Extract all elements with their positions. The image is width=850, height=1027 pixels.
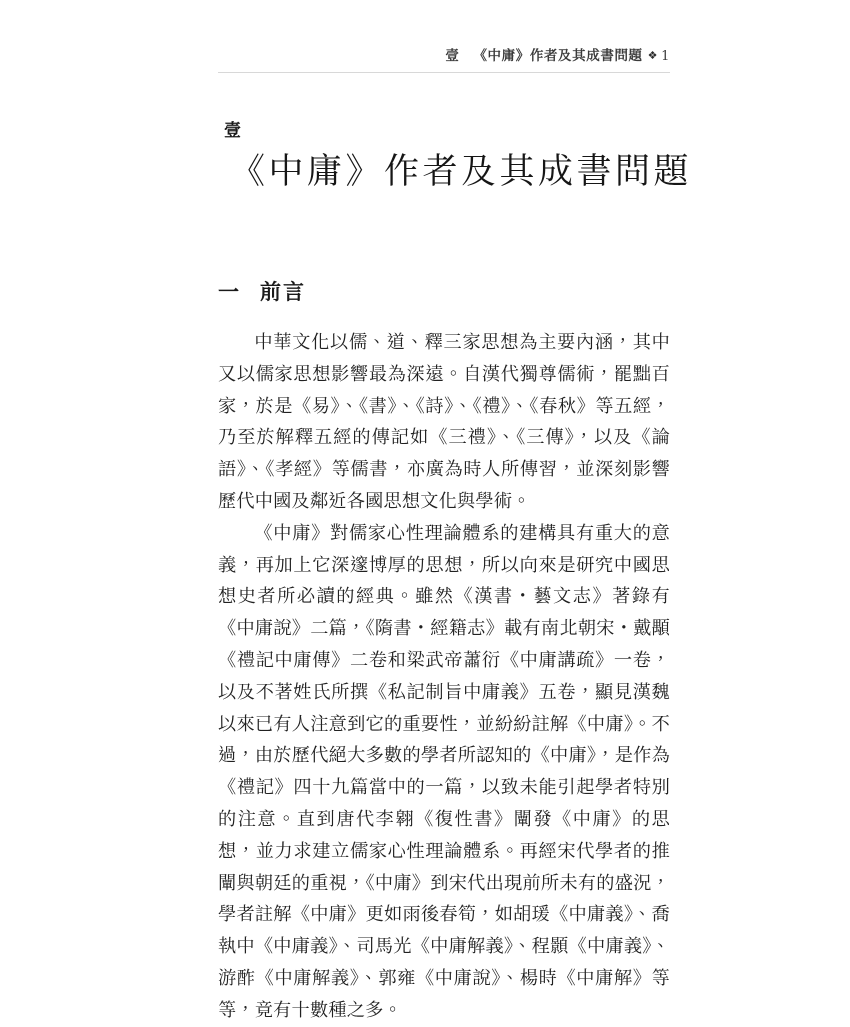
section-number: 一 [218,280,240,304]
running-header-chapter-number: 壹 [445,48,460,64]
body-text [218,327,670,1027]
paragraph: 中華文化以儒、道、釋三家思想為主要內涵，其中又以儒家思想影響最為深遠。自漢代獨尊儒術，罷黜百家，於是《易》、《書》、《詩》、《禮》、《春秋》等五經，乃至於解釋五經的傳記如《三禮》、《三傳》，以及《論語》、《孝經》等儒書，亦廣為時人所傳習，並深刻影響歷代中國及鄰近各國思想文化與學術。 [218,332,670,512]
running-header-title: 《中庸》作者及其成書問題 [473,48,643,64]
section-heading [218,278,670,306]
chapter-title-block [218,120,693,196]
page-number: 1 [661,49,670,64]
running-header [218,46,670,67]
header-divider-rule [218,72,670,73]
section-label: 前言 [260,280,306,304]
diamond-ornament-icon: ❖ [647,49,659,62]
paragraph: 《中庸》對儒家心性理論體系的建構具有重大的意義，再加上它深邃博厚的思想，所以向來是研究中國思想史者所必讀的經典。雖然《漢書・藝文志》著錄有《中庸說》二篇，《隋書・經籍志》載有南北朝宋・戴顒《禮記中庸傳》二卷和梁武帝蕭衍《中庸講疏》一卷，以及不著姓氏所撰《私記制旨中庸義》五卷，顯見漢魏以來已有人注意到它的重要性，並紛紛註解《中庸》。不過，由於歷代絕大多數的學者所認知的《中庸》，是作為《禮記》四十九篇當中的一篇，以致未能引起學者特別的注意。直到唐代李翱《復性書》闡發《中庸》的思想，並力求建立儒家心性理論體系。再經宋代學者的推闡與朝廷的重視，《中庸》到宋代出現前所未有的盛況，學者註解《中庸》更如雨後春筍，如胡瑗《中庸義》、喬執中《中庸義》、司馬光《中庸解義》、程顥《中庸義》、游酢《中庸解義》、郭雍《中庸說》、楊時《中庸解》等等，竟有十數種之多。 [218,522,670,1021]
chapter-number: 壹 [224,121,242,141]
page-title: 《中庸》作者及其成書問題 [230,152,693,192]
